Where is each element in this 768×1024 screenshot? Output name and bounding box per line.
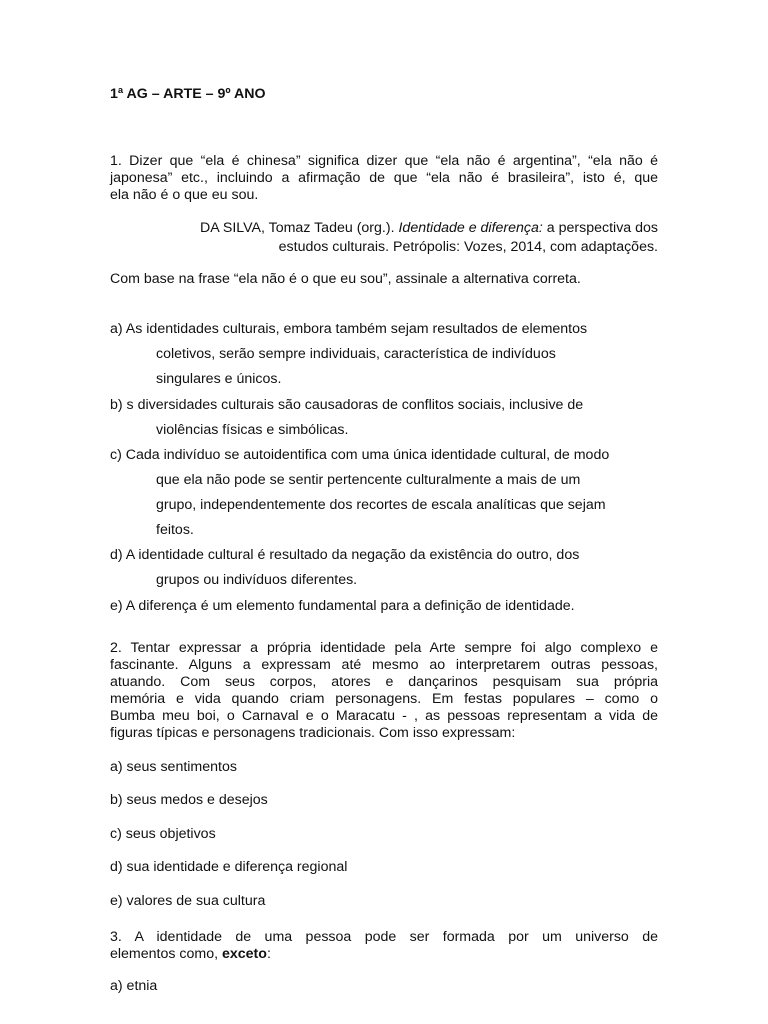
question-2-text-line: figuras típicas e personagens tradicionais. Com isso expressam: [110, 725, 516, 741]
option-text: coletivos, serão sempre individuais, característica de indivíduos [156, 346, 556, 362]
question-2-option-d[interactable]: d) sua identidade e diferença regional [110, 859, 348, 875]
question-2-text-line: Bumba meu boi, o Carnaval e o Maracatu - , as pessoas representam a vida de [110, 708, 658, 724]
option-text: que ela não pode se sentir pertencente culturalmente a mais de um [156, 472, 581, 488]
option-text: violências físicas e simbólicas. [156, 422, 349, 438]
page-title: 1ª AG – ARTE – 9º ANO [110, 86, 266, 102]
question-1-prompt: Com base na frase “ela não é o que eu sou”, assinale a alternativa correta. [110, 271, 581, 287]
question-1-text-line: 1. Dizer que “ela é chinesa” significa dizer que “ela não é argentina”, “ela não é [110, 153, 658, 169]
question-3-text-prefix: elementos como, [110, 946, 222, 962]
citation [150, 219, 658, 257]
question-2-text-line: memória e vida quando criam personagens. Em festas populares – como o [110, 691, 658, 707]
question-2-option-c[interactable]: c) seus objetivos [110, 826, 216, 842]
option-text: c) Cada indivíduo se autoidentifica com uma única identidade cultural, de modo [110, 447, 610, 463]
question-3-option-a[interactable]: a) etnia [110, 978, 158, 994]
question-3-emphasis: exceto [221, 946, 267, 962]
citation-line-2: estudos culturais. Petrópolis: Vozes, 2014, com adaptações. [278, 239, 658, 255]
option-text: a) As identidades culturais, embora também sejam resultados de elementos [110, 321, 588, 337]
question-2-option-e[interactable]: e) valores de sua cultura [110, 893, 266, 909]
citation-rest: a perspectiva dos [546, 220, 658, 236]
question-1-text-line: ela não é o que eu sou. [110, 187, 259, 203]
question-2-option-b[interactable]: b) seus medos e desejos [110, 792, 268, 808]
option-text: e) A diferença é um elemento fundamental para a definição de identidade. [110, 598, 575, 614]
question-3-text-line [110, 946, 658, 963]
option-text: grupos ou indivíduos diferentes. [156, 572, 358, 588]
citation-title: Identidade e diferença: [398, 220, 543, 236]
citation-author: DA SILVA, Tomaz Tadeu (org.). [200, 220, 395, 236]
question-3-text-line: 3. A identidade de uma pessoa pode ser formada por um universo de [110, 929, 658, 945]
option-text: d) A identidade cultural é resultado da negação da existência do outro, dos [110, 547, 580, 563]
question-2-text-line: atuando. Com seus corpos, atores e dançarinos pesquisam sua própria [110, 674, 658, 690]
question-2-text-line: 2. Tentar expressar a própria identidade pela Arte sempre foi algo complexo e [110, 640, 658, 656]
question-2-option-a[interactable]: a) seus sentimentos [110, 759, 237, 775]
option-text: feitos. [156, 522, 194, 538]
question-2-text-line: fascinante. Alguns a expressam até mesmo ao interpretarem outras pessoas, [110, 657, 658, 673]
option-text: grupo, independentemente dos recortes de escala analíticas que sejam [156, 497, 606, 513]
question-3-text-suffix: : [266, 946, 271, 962]
question-1-text-line: japonesa” etc., incluindo a afirmação de que “ela não é brasileira”, isto é, que [110, 170, 658, 186]
option-text: singulares e únicos. [156, 371, 282, 387]
option-text: b) s diversidades culturais são causadoras de conflitos sociais, inclusive de [110, 397, 584, 413]
